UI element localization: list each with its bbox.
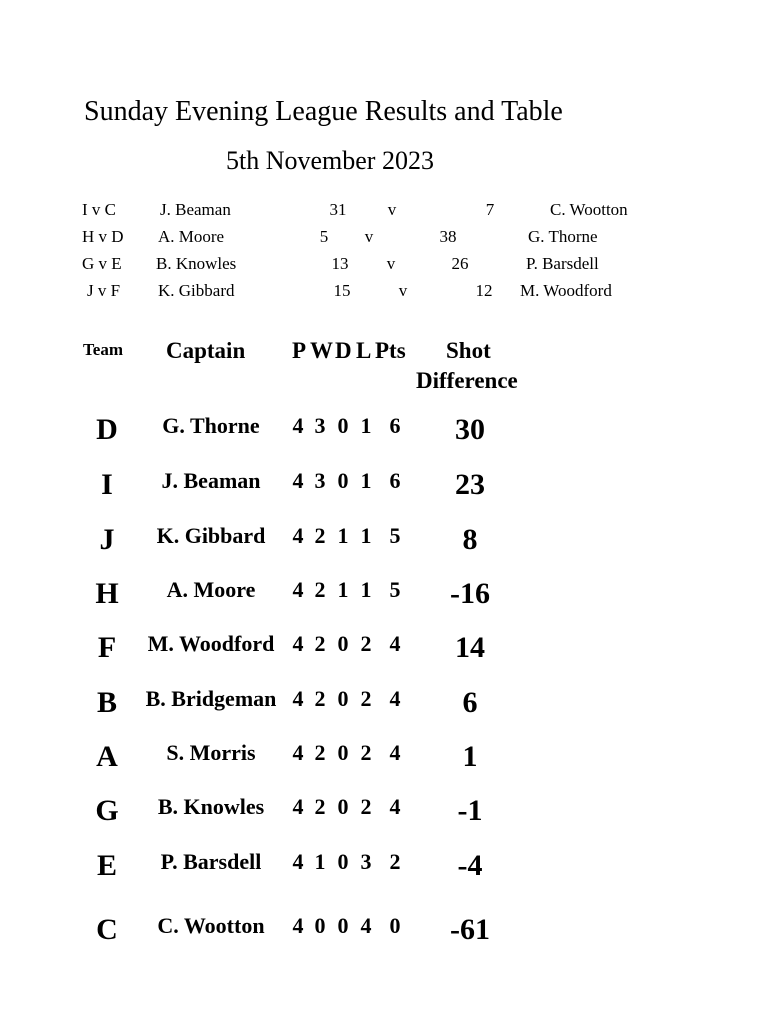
row-points: 0 [389,913,401,938]
row-played: 4 [292,577,304,602]
row-lost: 4 [360,913,372,938]
row-captain: P. Barsdell [160,849,262,874]
row-team: G [95,794,119,827]
header-d: D [335,338,352,363]
row-played: 4 [292,631,304,656]
row-points: 5 [389,523,401,548]
row-drawn: 0 [337,794,349,819]
row-played: 4 [292,413,304,438]
row-drawn: 0 [337,686,349,711]
row-won: 2 [314,523,326,548]
row-drawn: 1 [337,577,349,602]
row-won: 2 [314,686,326,711]
result-away-captain: M. Woodford [520,281,612,300]
row-drawn: 0 [337,413,349,438]
result-v: v [386,254,396,273]
row-shot-difference: -4 [457,849,483,882]
row-lost: 1 [360,413,372,438]
result-v: v [398,281,408,300]
header-pts: Pts [375,338,406,363]
row-points: 4 [389,740,401,765]
result-home-score: 31 [329,200,347,219]
row-lost: 3 [360,849,372,874]
result-away-score: 12 [475,281,493,300]
row-points: 4 [389,631,401,656]
result-match: G v E [82,254,122,273]
row-drawn: 0 [337,468,349,493]
result-away-score: 38 [439,227,457,246]
header-team: Team [83,340,123,359]
row-played: 4 [292,794,304,819]
row-shot-difference: -1 [457,794,483,827]
row-captain: M. Woodford [147,631,275,656]
row-team: D [96,413,118,446]
row-points: 2 [389,849,401,874]
row-team: J [99,523,115,556]
row-won: 2 [314,794,326,819]
row-lost: 1 [360,468,372,493]
row-played: 4 [292,523,304,548]
row-lost: 2 [360,740,372,765]
row-won: 0 [314,913,326,938]
row-drawn: 0 [337,740,349,765]
result-home-score: 15 [333,281,351,300]
row-lost: 1 [360,523,372,548]
row-team: E [96,849,117,882]
page-title: Sunday Evening League Results and Table [84,96,563,127]
result-away-score: 7 [485,200,495,219]
result-home-captain: J. Beaman [160,200,231,219]
row-shot-difference: -16 [450,577,490,610]
row-captain: J. Beaman [161,468,261,493]
result-home-captain: A. Moore [158,227,225,246]
row-lost: 1 [360,577,372,602]
row-lost: 2 [360,686,372,711]
row-points: 6 [389,413,401,438]
result-v: v [364,227,374,246]
row-points: 6 [389,468,401,493]
row-shot-difference: 23 [455,468,485,501]
row-drawn: 0 [337,849,349,874]
row-drawn: 0 [337,913,349,938]
header-shot: Shot [446,338,491,363]
row-captain: C. Wootton [157,913,265,938]
row-team: I [101,468,113,501]
header-l: L [356,338,372,363]
row-lost: 2 [360,631,372,656]
result-v: v [387,200,397,219]
header-difference: Difference [416,368,518,393]
result-away-captain: C. Wootton [550,200,628,219]
row-played: 4 [292,686,304,711]
result-home-score: 13 [331,254,349,273]
row-team: C [96,913,118,946]
result-away-captain: P. Barsdell [526,254,599,273]
row-captain: A. Moore [166,577,256,602]
row-won: 2 [314,577,326,602]
row-drawn: 1 [337,523,349,548]
result-away-score: 26 [451,254,469,273]
result-home-captain: B. Knowles [156,254,237,273]
row-captain: S. Morris [166,740,256,765]
result-match: H v D [82,227,124,246]
row-won: 3 [314,468,326,493]
row-won: 1 [314,849,326,874]
result-away-captain: G. Thorne [528,227,598,246]
row-drawn: 0 [337,631,349,656]
row-team: A [96,740,118,773]
row-team: B [96,686,117,719]
row-won: 3 [314,413,326,438]
row-team: H [95,577,119,610]
result-home-captain: K. Gibbard [158,281,235,300]
page-date: 5th November 2023 [226,146,434,175]
row-points: 4 [389,794,401,819]
row-won: 2 [314,631,326,656]
row-played: 4 [292,740,304,765]
header-captain: Captain [166,338,246,363]
row-shot-difference: 6 [462,686,478,719]
row-points: 4 [389,686,401,711]
row-shot-difference: 30 [455,413,485,446]
row-captain: G. Thorne [162,413,260,438]
row-captain: B. Knowles [157,794,265,819]
result-match: I v C [82,200,116,219]
row-captain: B. Bridgeman [145,686,277,711]
row-lost: 2 [360,794,372,819]
row-shot-difference: 1 [462,740,478,773]
row-played: 4 [292,468,304,493]
result-home-score: 5 [319,227,329,246]
row-captain: K. Gibbard [156,523,266,548]
result-match: J v F [87,281,121,300]
row-played: 4 [292,913,304,938]
row-shot-difference: 14 [455,631,485,664]
row-played: 4 [292,849,304,874]
row-points: 5 [389,577,401,602]
row-shot-difference: 8 [462,523,478,556]
row-won: 2 [314,740,326,765]
header-p: P [292,338,307,363]
header-w: W [310,338,333,363]
row-shot-difference: -61 [450,913,490,946]
row-team: F [97,631,117,664]
